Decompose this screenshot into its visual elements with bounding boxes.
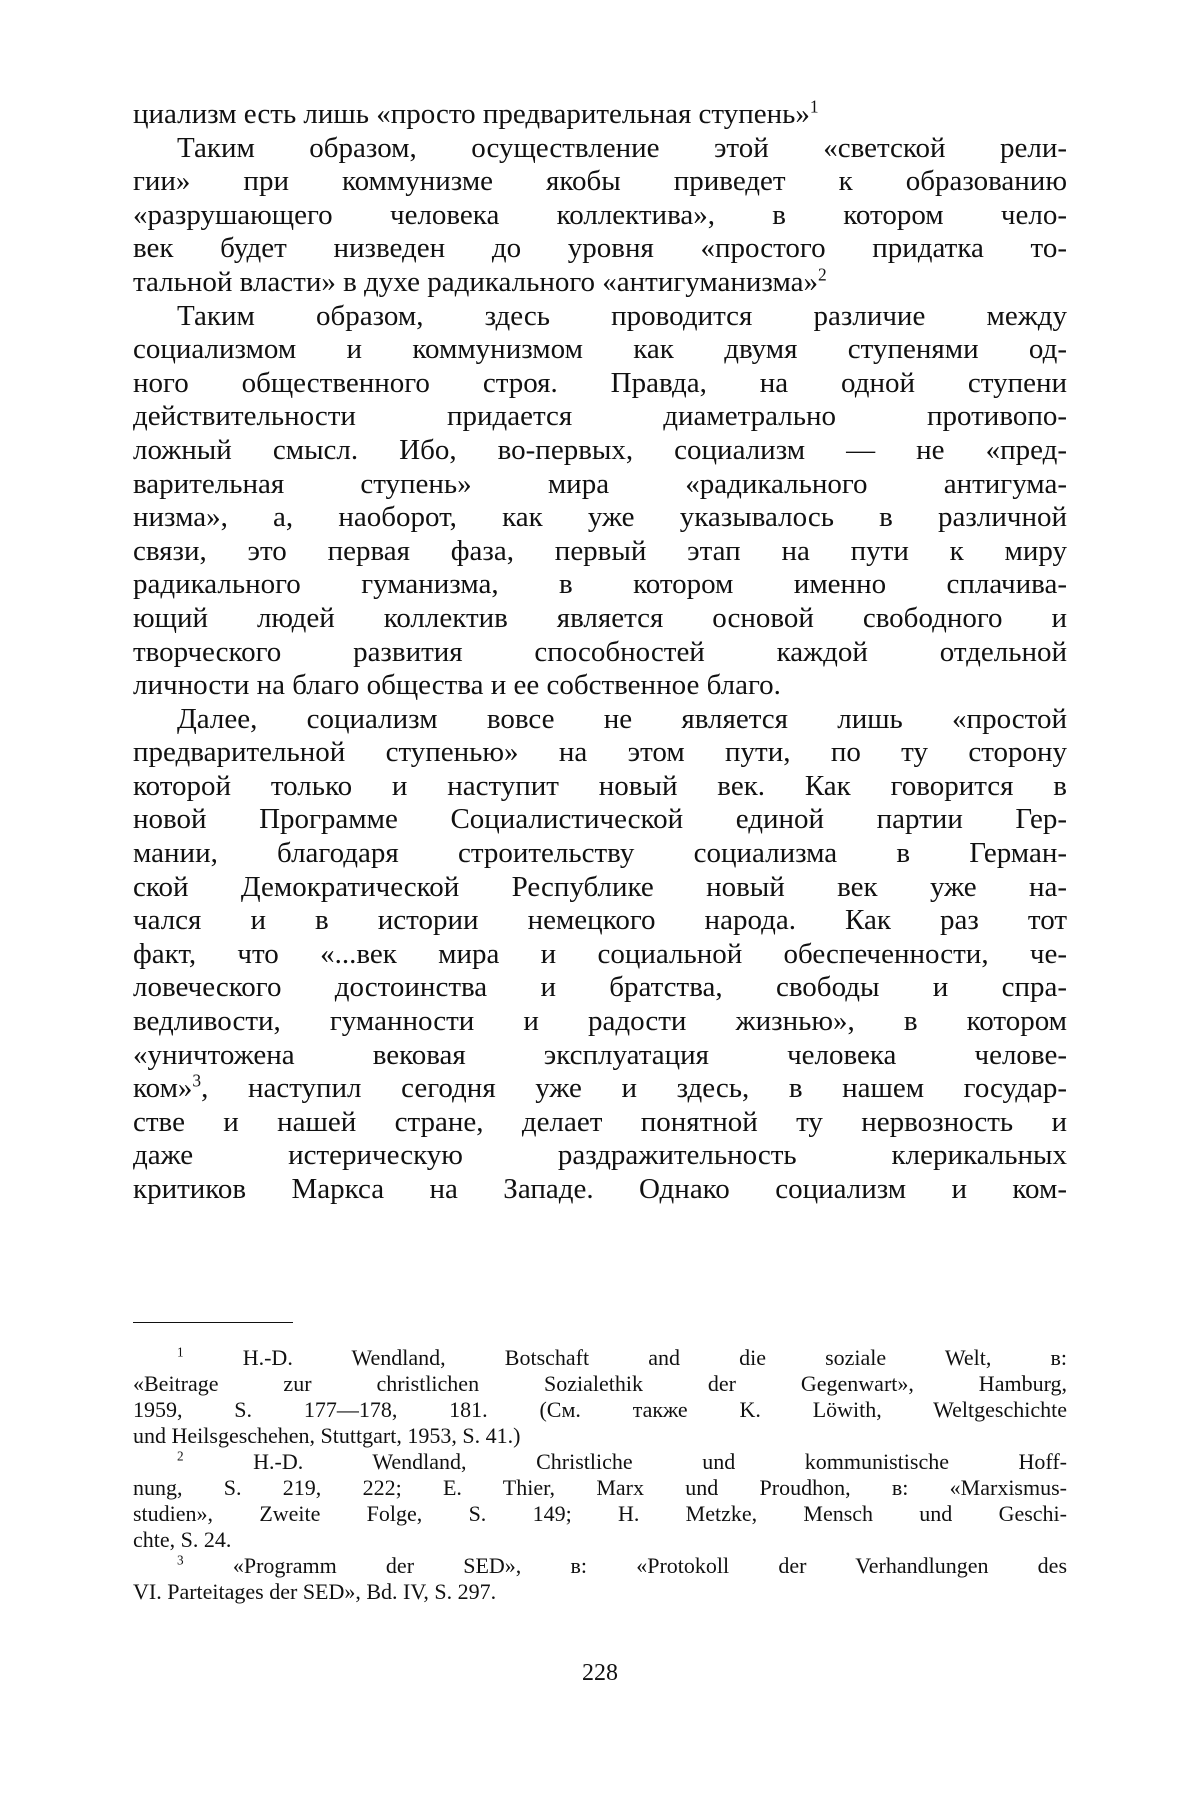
line-text: chte, S. 24. — [133, 1527, 232, 1552]
text-line — [133, 434, 1067, 468]
text-line — [133, 165, 1067, 199]
footnote-line — [133, 1501, 1067, 1527]
text-line — [133, 871, 1067, 905]
text-line — [133, 669, 1067, 703]
line-text: новой Программе Социалистической единой партии Гер- — [133, 803, 1067, 836]
text-line — [133, 98, 1067, 132]
footnote-line — [133, 1423, 1067, 1449]
line-text: ного общественного строя. Правда, на одной ступени — [133, 366, 1067, 399]
text-line — [133, 132, 1067, 166]
line-text: циализм есть лишь «просто предварительная ступень» — [133, 98, 810, 130]
line-text: стве и нашей стране, делает понятной ту нервозность и — [133, 1105, 1067, 1138]
text-line — [133, 232, 1067, 266]
footnote-marker: 2 — [177, 1448, 184, 1464]
line-text: «разрушающего человека коллектива», в котором чело- — [133, 198, 1067, 231]
line-text: ведливости, гуманности и радости жизнью», в котором — [133, 1005, 1067, 1038]
line-text: studien», Zweite Folge, S. 149; H. Metzke, Mensch und Geschi- — [133, 1501, 1067, 1526]
main-text — [133, 98, 1067, 1207]
line-text: nung, S. 219, 222; E. Thier, Marx und Proudhon, в: «Marxismus- — [133, 1475, 1067, 1500]
text-line — [133, 400, 1067, 434]
footnote-line — [133, 1345, 1067, 1371]
line-text: социализмом и коммунизмом как двумя ступенями од- — [133, 333, 1067, 366]
text-line — [133, 1106, 1067, 1140]
line-text: варительная ступень» мира «радикального антигума- — [133, 467, 1067, 500]
line-text: личности на благо общества и ее собственное благо. — [133, 669, 781, 702]
line-text: Таким образом, осуществление этой «светской рели- — [177, 131, 1067, 164]
line-text: действительности придается диаметрально противопо- — [133, 400, 1067, 433]
text-line — [133, 1072, 1067, 1106]
text-line — [133, 1039, 1067, 1073]
text-line — [133, 199, 1067, 233]
text-line — [133, 803, 1067, 837]
footnote-line — [133, 1553, 1067, 1579]
line-text: Таким образом, здесь проводится различие между — [177, 299, 1067, 332]
footnote-reference: 2 — [818, 264, 827, 285]
text-line — [133, 602, 1067, 636]
line-text: век будет низведен до уровня «простого придатка то- — [133, 232, 1067, 265]
line-text: которой только и наступит новый век. Как говорится в — [133, 769, 1067, 802]
line-text-continued: , наступил сегодня уже и здесь, в нашем государ- — [201, 1072, 1067, 1105]
text-line — [133, 468, 1067, 502]
line-text: ской Демократической Республике новый век уже на- — [133, 870, 1067, 903]
text-line — [133, 333, 1067, 367]
footnote-marker: 1 — [177, 1344, 184, 1360]
line-text: критиков Маркса на Западе. Однако социализм и ком- — [133, 1173, 1067, 1205]
text-line — [133, 568, 1067, 602]
line-text: H.-D. Wendland, Botschaft and die soziale Welt, в: — [242, 1345, 1068, 1370]
line-text: гии» при коммунизме якобы приведет к образованию — [133, 165, 1067, 198]
text-line — [133, 736, 1067, 770]
footnote-marker: 3 — [177, 1552, 184, 1568]
footnote-line — [133, 1449, 1067, 1475]
text-line — [133, 1139, 1067, 1173]
text-line — [133, 938, 1067, 972]
footnote-reference: 3 — [192, 1070, 202, 1091]
line-text: Далее, социализм вовсе не является лишь «простой — [177, 702, 1067, 735]
line-text: «Beitrage zur christlichen Sozialethik der Gegenwart», Hamburg, — [133, 1371, 1067, 1396]
line-text: und Heilsgeschehen, Stuttgart, 1953, S. 41.) — [133, 1423, 521, 1448]
line-text: ющий людей коллектив является основой свободного и — [133, 601, 1067, 634]
text-line — [133, 266, 1067, 300]
text-line — [133, 300, 1067, 334]
text-line — [133, 1173, 1067, 1207]
line-text: ловеческого достоинства и братства, свободы и спра- — [133, 971, 1067, 1004]
text-line — [133, 636, 1067, 670]
line-text: VI. Parteitages der SED», Bd. IV, S. 297. — [133, 1579, 497, 1604]
footnote-divider — [133, 1322, 293, 1323]
footnote-reference: 1 — [809, 96, 819, 117]
footnote-line — [133, 1579, 1067, 1605]
footnote-line — [133, 1527, 1067, 1553]
line-text: мании, благодаря строительству социализма в Герман- — [133, 837, 1067, 870]
line-text: даже истерическую раздражительность клерикальных — [133, 1139, 1067, 1172]
line-text: H.-D. Wendland, Christliche und kommunistische Hoff- — [253, 1449, 1068, 1474]
line-text: 1959, S. 177—178, 181. (См. также K. Löwith, Weltgeschichte — [133, 1397, 1067, 1422]
text-line — [133, 501, 1067, 535]
line-text: тальной власти» в духе радикального «антигуманизма» — [133, 265, 818, 298]
footnote-line — [133, 1371, 1067, 1397]
footnote-line — [133, 1475, 1067, 1501]
text-line — [133, 971, 1067, 1005]
line-text: связи, это первая фаза, первый этап на пути к миру — [133, 534, 1067, 567]
line-text: предварительной ступенью» на этом пути, по ту сторону — [133, 736, 1067, 769]
line-text: радикального гуманизма, в котором именно сплачива- — [133, 568, 1067, 601]
line-text: ложный смысл. Ибо, во-первых, социализм — не «пред- — [133, 433, 1067, 466]
footnotes — [133, 1345, 1067, 1605]
text-line — [133, 535, 1067, 569]
line-text: творческого развития способностей каждой отдельной — [133, 635, 1067, 668]
text-line — [133, 1005, 1067, 1039]
line-text: ком» — [133, 1072, 193, 1105]
line-text: «Programm der SED», в: «Protokoll der Verhandlungen des — [232, 1553, 1068, 1578]
line-text: низма», а, наоборот, как уже указывалось в различной — [133, 501, 1067, 534]
text-line — [133, 367, 1067, 401]
text-line — [133, 837, 1067, 871]
page-number: 228 — [582, 1660, 618, 1686]
footnote-line — [133, 1397, 1067, 1423]
line-text: факт, что «...век мира и социальной обеспеченности, че- — [133, 937, 1067, 970]
text-line — [133, 703, 1067, 737]
text-line — [133, 770, 1067, 804]
line-text: «уничтожена вековая эксплуатация человека челове- — [133, 1038, 1067, 1071]
text-line — [133, 904, 1067, 938]
line-text: чался и в истории немецкого народа. Как раз тот — [133, 904, 1067, 937]
